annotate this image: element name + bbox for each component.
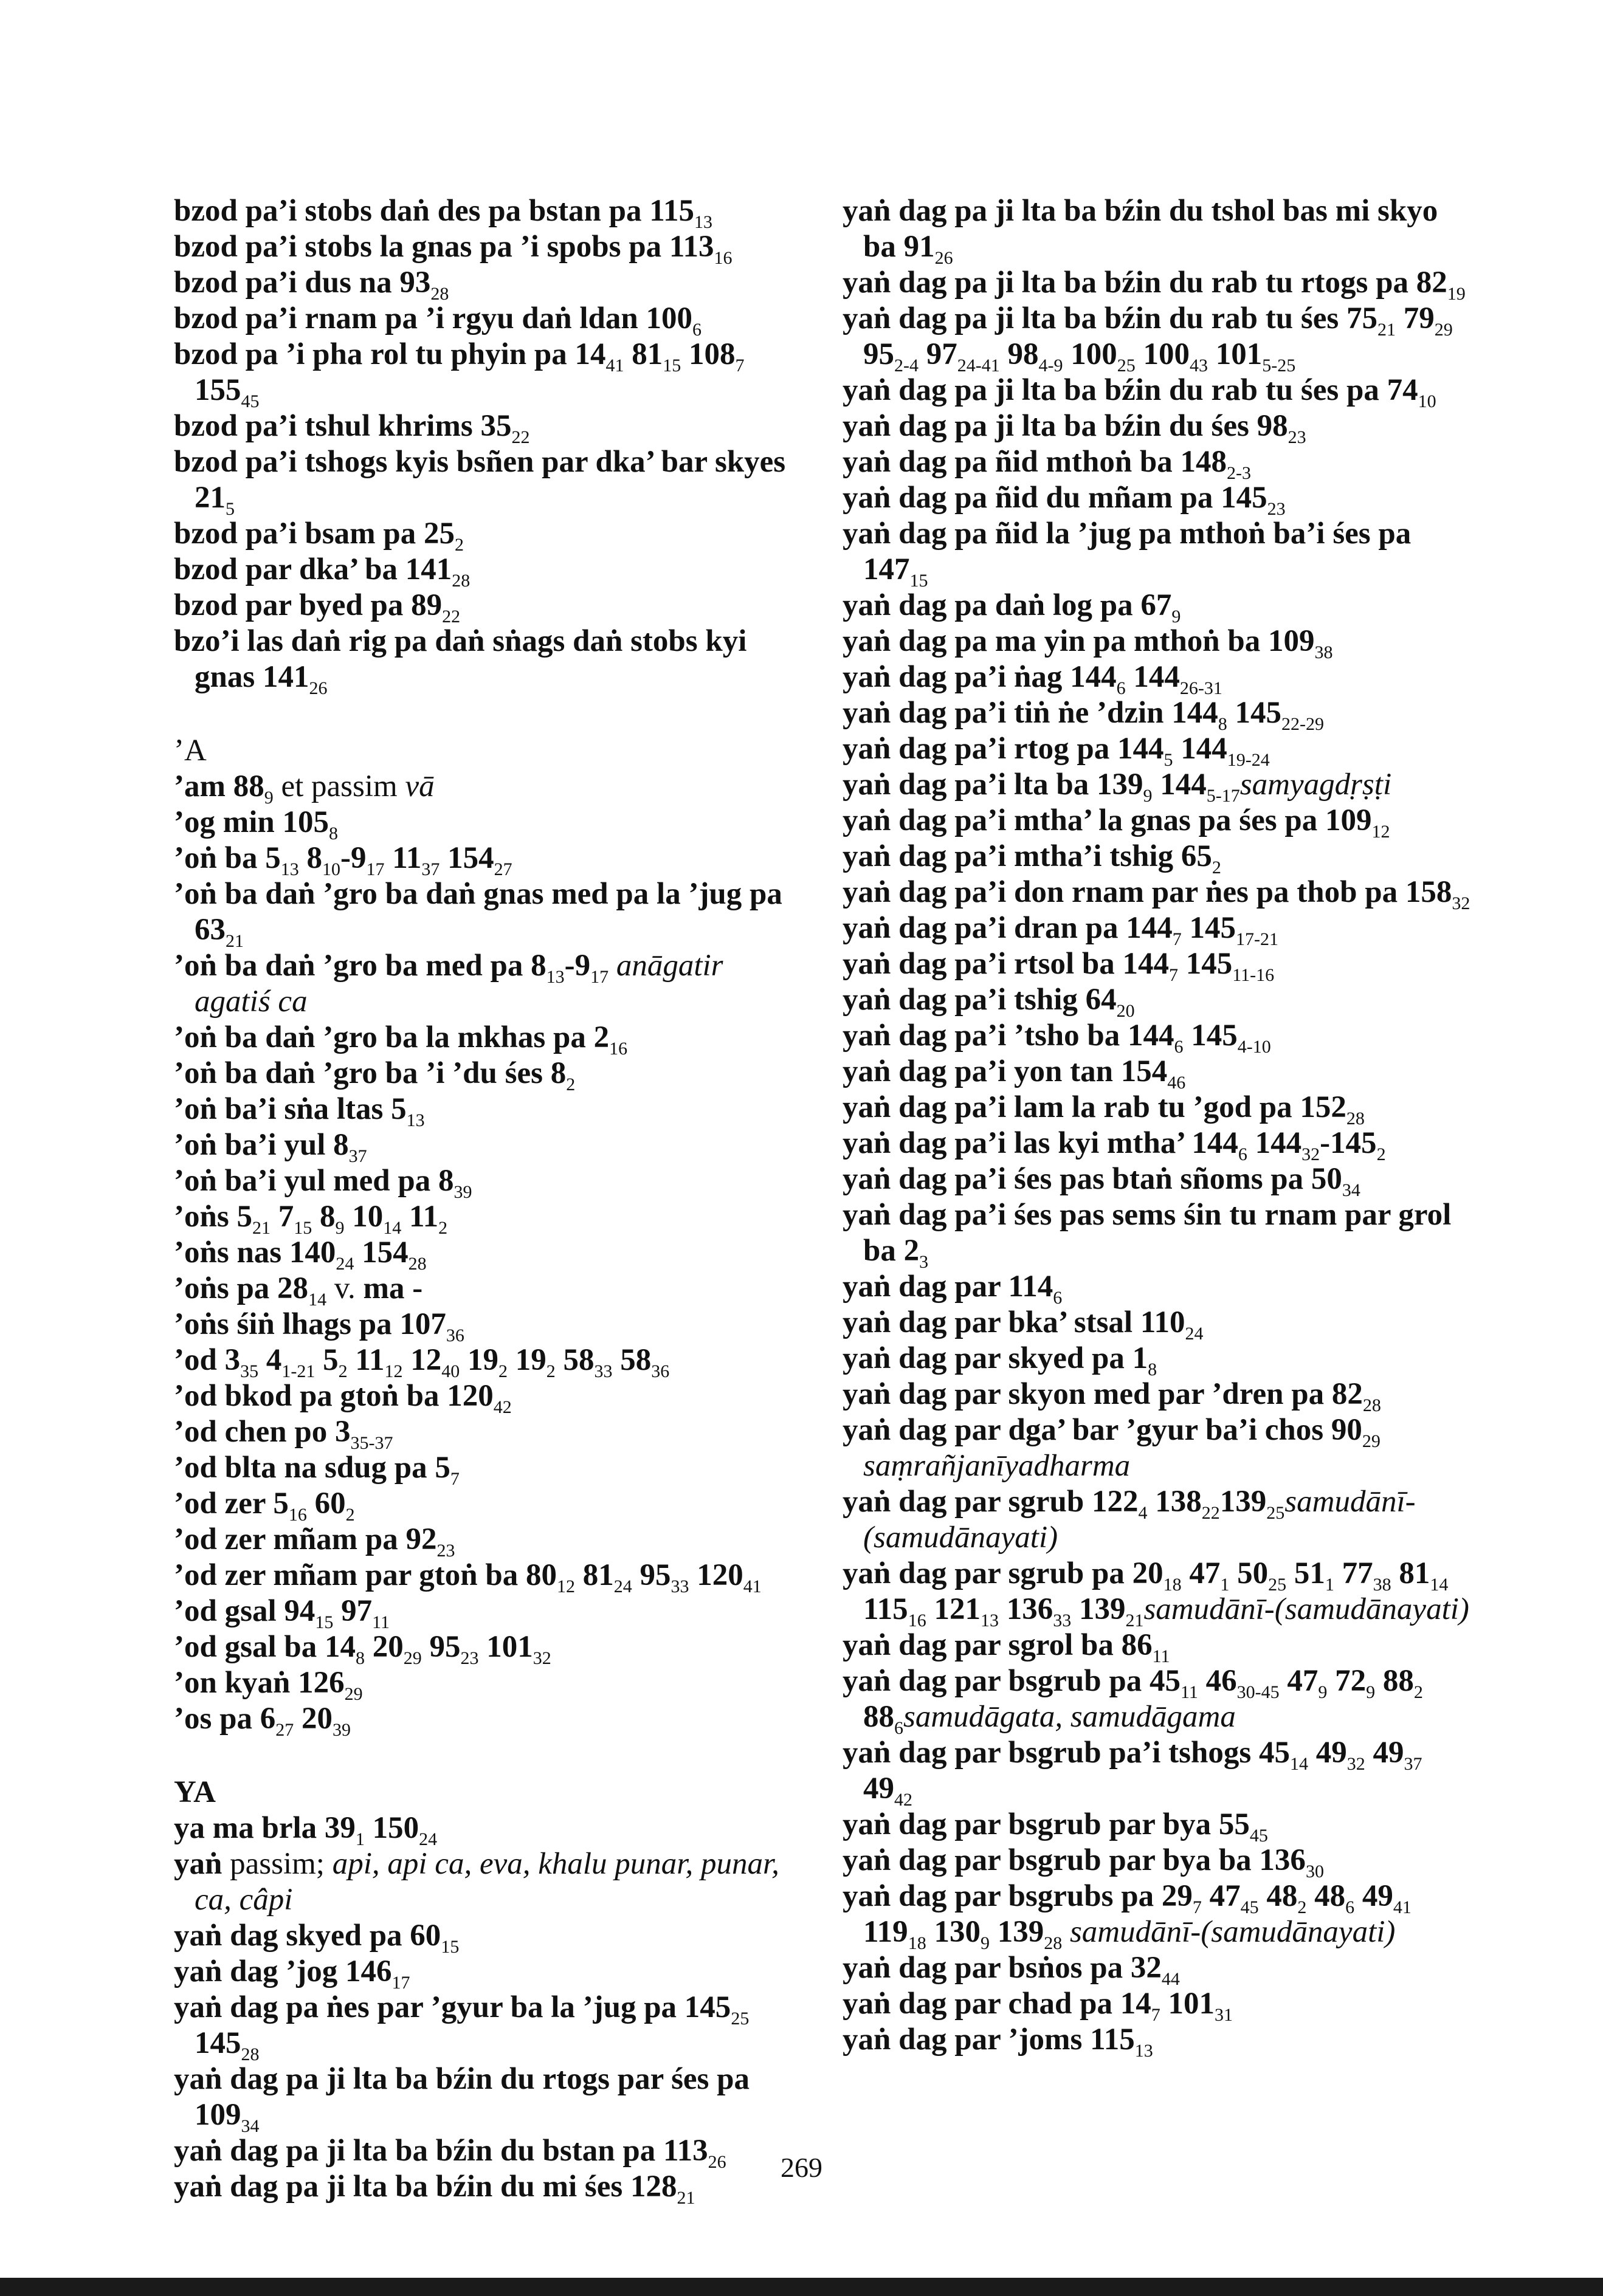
index-entry: yaṅ dag pa’i don rnam par ṅes pa thob pa $158_{32}$	[843, 875, 1470, 913]
index-entry: ’od zer mñam pa $92_{23}$	[174, 1522, 455, 1561]
index-entry: yaṅ dag pa’i tiṅ ṅe ’dzin $144_8$ $145_{22-29}$	[843, 696, 1325, 734]
index-entry: yaṅ dag pa ñid la ’jug pa mthoṅ ba’i śes pa $147_{15}$	[843, 517, 1412, 591]
index-entry: yaṅ dag pa ji lta ba bźin du rab tu śes pa $74_{10}$	[843, 373, 1436, 411]
index-entry: ’oṅ ba daṅ ’gro ba ’i ’du śes $8_2$	[174, 1056, 576, 1095]
index-entry: yaṅ dag pa’i ’tsho ba $144_6$ $145_{4-10}$	[843, 1019, 1271, 1057]
index-entry: ’od chen po $3_{35-37}$	[174, 1415, 393, 1453]
index-entry: bzod pa’i tshul khrims $35_{22}$	[174, 409, 530, 447]
index-entry: yaṅ dag par bka’ stsal $110_{24}$	[843, 1305, 1204, 1344]
index-entry: ’oṅ ba’i yul med pa $8_{39}$	[174, 1164, 472, 1202]
index-entry: bzod pa ’i pha rol tu phyin pa $14_{41}$ $81_{15}$ $108_7$ $155_{45}$	[174, 337, 745, 411]
index-entry: yaṅ dag pa’i tshig $64_{20}$	[843, 983, 1135, 1021]
index-entry: ’od $3_{35}$ $4_{1-21}$ $5_2$ $11_{12}$ $12_{40}$ $19_2$ $19_2$ $58_{33}$ $58_{36}$	[174, 1343, 670, 1381]
index-entry: ’oṅ ba daṅ ’gro ba la mkhas pa $2_{16}$	[174, 1020, 628, 1059]
index-entry: yaṅ dag pa ji lta ba bźin du bstan pa $113_{26}$	[174, 2134, 726, 2172]
index-entry: yaṅ dag par skyed pa $1_8$	[843, 1341, 1157, 1380]
index-entry: yaṅ dag par bsgrub par bya ba $136_{30}$	[843, 1843, 1324, 1882]
index-entry: yaṅ dag pa ji lta ba bźin du rab tu śes $75_{21}$ $79_{29}$ $95_{2-4}$ $97_{24-41}$ $98_{4-9}$ $100_{25}$ $100_{43}$ $101_{5-25}$	[843, 301, 1453, 376]
index-entry: yaṅ dag par sgrub $122_4$ $138_{22}139_{25}samudānī-(samudānayati)$	[843, 1485, 1416, 1555]
index-entry: yaṅ dag pa’i dran pa $144_7$ $145_{17-21}$	[843, 911, 1278, 949]
index-entry: yaṅ dag pa ma yin pa mthoṅ ba $109_{38}$	[843, 624, 1333, 662]
section-heading: YA	[174, 1775, 216, 1809]
index-entry: bzod pa’i stobs la gnas pa ’i spobs pa $113_{16}$	[174, 230, 733, 268]
index-entry: ’od gsal $94_{15}$ $97_{11}$	[174, 1594, 390, 1632]
index-entry: yaṅ dag pa’i las kyi mtha’ $144_6$ $144_{32}-145_2$	[843, 1126, 1386, 1164]
index-entry: bzod par dka’ ba $141_{28}$	[174, 552, 471, 591]
index-entry: yaṅ dag pa ji lta ba bźin du rtogs par śes pa $109_{34}$	[174, 2062, 750, 2136]
index-entry: yaṅ dag par bsṅos pa $32_{44}$	[843, 1951, 1180, 1989]
index-entry: bzod pa’i rnam pa ’i rgyu daṅ ldan $100_6$	[174, 301, 702, 340]
section-gap	[174, 695, 806, 733]
index-entry: ’oṅs śiṅ lhags pa $107_{36}$	[174, 1307, 464, 1346]
index-entry: ’os pa $6_{27}$ $20_{39}$	[174, 1702, 351, 1740]
index-entry: yaṅ dag par bsgrub par bya $55_{45}$	[843, 1807, 1268, 1846]
right-column	[843, 193, 1475, 2061]
index-entry: ’od zer mñam par gtoṅ ba $80_{12}$ $81_{24}$ $95_{33}$ $120_{41}$	[174, 1558, 762, 1597]
index-entry: yaṅ dag pa ji lta ba bźin du śes $98_{23}$	[843, 409, 1306, 447]
index-entry: yaṅ dag pa ṅes par ’gyur ba la ’jug pa $145_{25}$ $145_{28}$	[174, 1990, 750, 2064]
index-entry: bzo’i las daṅ rig pa daṅ sṅags daṅ stobs kyi gnas $141_{26}$	[174, 624, 747, 698]
section-gap	[174, 1737, 806, 1775]
index-entry: yaṅ dag pa’i yon $\tan 154_{46}$	[843, 1054, 1186, 1093]
left-column	[174, 193, 806, 2208]
index-entry: ’od gsal ba $14_8$ $20_{29}$ $95_{23}$ $101_{32}$	[174, 1630, 551, 1668]
index-entry: yaṅ passim; api, api ca, eva, khalu punar, punar, ca, câpi	[174, 1847, 779, 1917]
page-number: 269	[781, 2152, 822, 2183]
index-entry: yaṅ dag par $114_6$	[843, 1270, 1063, 1308]
index-entry: yaṅ dag pa’i mtha’i tshig $65_2$	[843, 839, 1221, 878]
index-entry: yaṅ dag pa’i ṅag $144_6$ $144_{26-31}$	[843, 660, 1222, 698]
index-entry: bzod pa’i tshogs kyis bsñen par dka’ bar skyes $21_5$	[174, 445, 786, 519]
index-entry: yaṅ dag par bsgrubs pa $29_7$ $47_{45}$ $48_2$ $48_6$ $49_{41}$ $119_{18}$ $130_9$ $139_{28}$ samudānī-(samudānayati)	[843, 1879, 1412, 1953]
index-entry: ’od zer $5_{16}$ $60_2$	[174, 1487, 355, 1525]
index-entry: bzod pa’i dus na $93_{28}$	[174, 266, 449, 304]
index-entry: ’oṅs $5_{21}$ $7_{15}$ $8_9$ $10_{14}$ $11_2$	[174, 1200, 448, 1238]
index-entry: yaṅ dag par sgrub pa $20_{18}$ $47_1$ $50_{25}$ $51_1$ $77_{38}$ $81_{14}$ $115_{16}$ $121_{13}$ $136_{33}$ $139_{21}samudānī-(samudānayati)$	[843, 1556, 1469, 1631]
index-entry: yaṅ dag par skyon med par ’dren pa $82_{28}$	[843, 1377, 1381, 1415]
index-entry: ’od blta na sdug pa $5_7$	[174, 1451, 460, 1489]
section-heading: ’A	[174, 734, 207, 768]
index-entry: yaṅ dag ’jog $146_{17}$	[174, 1954, 410, 1993]
index-entry: ’oṅ ba’i sṅa ltas $5_{13}$	[174, 1092, 425, 1130]
index-entry: bzod pa’i bsam pa $25_2$	[174, 517, 464, 555]
index-entry: yaṅ dag pa ñid du mñam pa $145_{23}$	[843, 481, 1286, 519]
index-entry: yaṅ dag pa’i śes pas sems śin tu rnam par grol ba $2_3$	[843, 1198, 1452, 1272]
index-entry: yaṅ dag pa ji lta ba bźin du mi śes $128_{21}$	[174, 2170, 695, 2208]
index-entry: yaṅ dag par bsgrub pa’i tshogs $45_{14}$ $49_{32}$ $49_{37}$ $49_{42}$	[843, 1736, 1422, 1810]
index-entry: bzod pa’i stobs daṅ des pa bstan pa $115_{13}$	[174, 194, 712, 232]
index-entry: ’oṅ ba daṅ ’gro ba daṅ gnas med pa la ’jug pa $63_{21}$	[174, 877, 782, 951]
index-entry: yaṅ dag skyed pa $60_{15}$	[174, 1919, 460, 1957]
index-entry: ’og $\min 105_8$	[174, 805, 338, 844]
index-entry: ’oṅs nas $140_{24}$ $154_{28}$	[174, 1236, 427, 1274]
index-entry: bzod par byed pa $89_{22}$	[174, 588, 461, 627]
index-entry: ’oṅ ba’i yul $8_{37}$	[174, 1128, 367, 1166]
index-entry: yaṅ dag pa’i rtog pa $144_5$ $144_{19-24}$	[843, 732, 1270, 770]
index-entry: yaṅ dag par dga’ bar ’gyur ba’i chos $90_{29}$ saṃrañjanīyadharma	[843, 1413, 1381, 1483]
index-entry: ya ma brla $39_1$ $150_{24}$	[174, 1811, 438, 1849]
index-entry: yaṅ dag pa’i lam la rab tu ’god pa $152_{28}$	[843, 1090, 1365, 1129]
index-entry: yaṅ dag par ’joms $115_{13}$	[843, 2023, 1153, 2061]
index-entry: yaṅ dag pa’i śes pas btaṅ sñoms pa $50_{34}$	[843, 1162, 1360, 1200]
index-entry: yaṅ dag pa ñid mthoṅ ba $148_{2-3}$	[843, 445, 1252, 483]
bottom-scan-edge	[0, 2278, 1603, 2296]
index-entry: yaṅ dag pa ji lta ba bźin du rab tu rtogs pa $82_{19}$	[843, 266, 1466, 304]
index-entry: yaṅ dag par chad pa $14_7$ $101_{31}$	[843, 1987, 1233, 2025]
index-entry: yaṅ dag pa’i mtha’ la gnas pa śes pa $109_{12}$	[843, 803, 1390, 842]
index-entry: yaṅ dag pa’i lta ba $139_9$ $144_{5-17}samyagdṛṣṭi$	[843, 768, 1392, 806]
index-entry: ’on kyaṅ $126_{29}$	[174, 1666, 363, 1704]
index-entry: yaṅ dag par bsgrub pa $45_{11}$ $46_{30-45}$ $47_9$ $72_9$ $88_2$ $88_6samudāgata$, samudāgama	[843, 1664, 1423, 1738]
index-entry: yaṅ dag pa ji lta ba bźin du tshol bas mi skyo ba $91_{26}$	[843, 194, 1438, 268]
index-entry: yaṅ dag pa daṅ log pa $67_9$	[843, 588, 1181, 627]
index-entry: ’od bkod pa gtoṅ ba $120_{42}$	[174, 1379, 512, 1417]
index-entry: ’oṅs pa $28_{14}$ v. ma -	[174, 1271, 423, 1310]
index-entry: ’oṅ ba daṅ ’gro ba med pa $8_{13}-9_{17}$ anāgatir agatiś ca	[174, 949, 723, 1019]
index-entry: ’am $88_9$ et passim vā	[174, 769, 435, 808]
index-entry: yaṅ dag pa’i rtsol ba $144_7$ $145_{11-16}$	[843, 947, 1275, 985]
index-entry: yaṅ dag par sgrol ba $86_{11}$	[843, 1628, 1170, 1666]
index-entry: ’oṅ ba $5_{13}$ $8_{10}-9_{17}$ $11_{37}$ $154_{27}$	[174, 841, 512, 879]
